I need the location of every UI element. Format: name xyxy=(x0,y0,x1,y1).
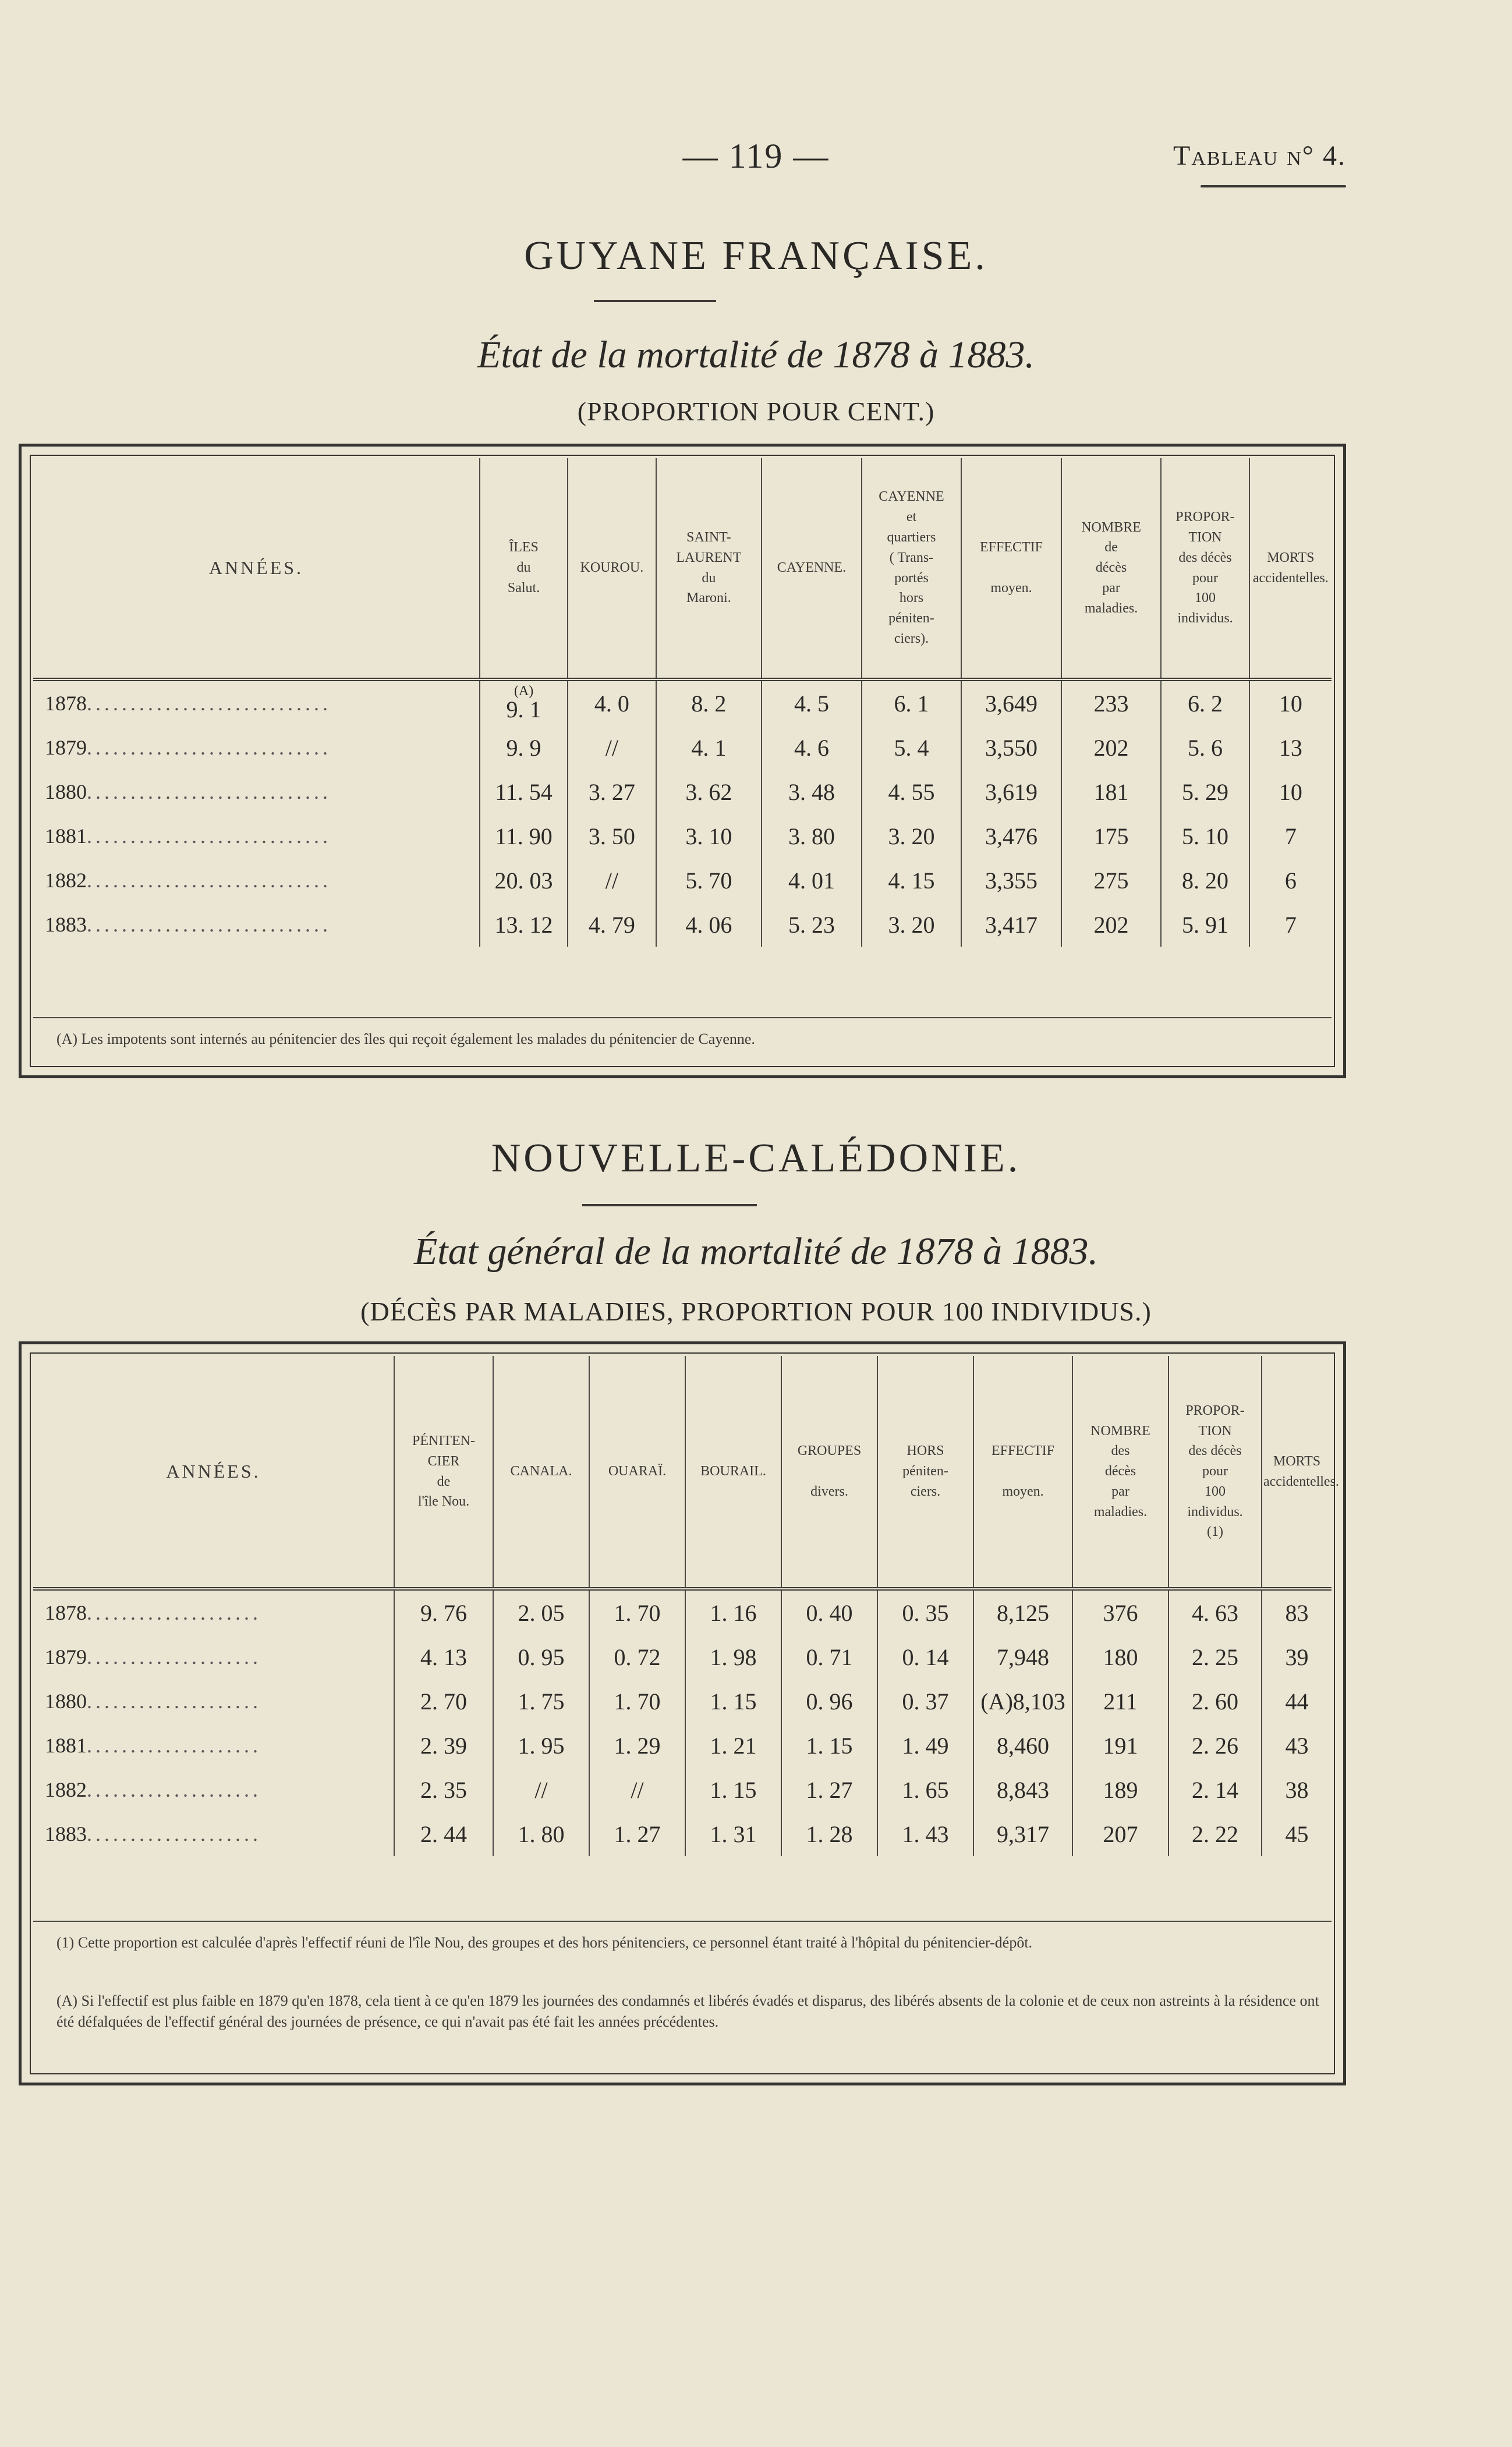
guyane-cell: 3,417 xyxy=(961,902,1061,947)
caledonie-cell: // xyxy=(493,1768,589,1812)
guyane-note-mark: (A) xyxy=(514,683,534,699)
caledonie-col-header-3: OUARAÏ. xyxy=(589,1356,685,1589)
caledonie-cell: 1. 49 xyxy=(877,1723,973,1768)
guyane-leader-dots: ............................ xyxy=(87,692,331,715)
guyane-cell: 5. 4 xyxy=(862,725,962,770)
caledonie-cell: 0. 40 xyxy=(781,1589,877,1635)
guyane-year-cell xyxy=(33,902,480,947)
caledonie-year-cell xyxy=(33,1679,394,1723)
caledonie-cell: 1. 29 xyxy=(589,1723,685,1768)
guyane-cell: 6. 1 xyxy=(862,679,962,725)
caledonie-cell: 0. 35 xyxy=(877,1589,973,1635)
tableau-label: Tableau n° 4. xyxy=(1173,140,1346,171)
guyane-cell: 3. 80 xyxy=(762,814,862,858)
caledonie-year-cell xyxy=(33,1635,394,1679)
caledonie-leader-dots: .................... xyxy=(87,1734,261,1757)
caledonie-year-cell xyxy=(33,1723,394,1768)
guyane-cell: 3,355 xyxy=(961,858,1061,902)
caledonie-cell: 4. 63 xyxy=(1168,1589,1262,1635)
caledonie-cell: 43 xyxy=(1262,1723,1332,1768)
caledonie-cell: 8,125 xyxy=(973,1589,1072,1635)
caledonie-cell: 2. 14 xyxy=(1168,1768,1262,1812)
caledonie-cell: 1. 21 xyxy=(685,1723,781,1768)
guyane-cell: 202 xyxy=(1061,725,1162,770)
caledonie-cell: 1. 43 xyxy=(877,1812,973,1856)
guyane-year-label: 1882 xyxy=(45,869,87,892)
caledonie-cell: 211 xyxy=(1072,1679,1168,1723)
caledonie-year-cell xyxy=(33,1812,394,1856)
caledonie-cell: 8,843 xyxy=(973,1768,1072,1812)
caledonie-cell: 1. 28 xyxy=(781,1812,877,1856)
caledonie-year-label: 1882 xyxy=(45,1778,87,1801)
guyane-footnote: (A) Les impotents sont internés au pénitencier des îles qui reçoit également les malades du pénitencier de Cayenne. xyxy=(56,1030,755,1047)
caledonie-cell: 1. 65 xyxy=(877,1768,973,1812)
caledonie-paren: (DÉCÈS PAR MALADIES, PROPORTION POUR 100 INDIVIDUS.) xyxy=(360,1297,1152,1326)
guyane-cell: 5. 70 xyxy=(656,858,762,902)
caledonie-col-header-2: CANALA. xyxy=(493,1356,589,1589)
caledonie-cell: 39 xyxy=(1262,1635,1332,1679)
caledonie-col-header-8: NOMBRE des décès par maladies. xyxy=(1072,1356,1168,1589)
caledonie-cell: 180 xyxy=(1072,1635,1168,1679)
caledonie-year-label: 1878 xyxy=(45,1601,87,1624)
guyane-cell: 3. 48 xyxy=(762,770,862,814)
caledonie-title: NOUVELLE-CALÉDONIE. xyxy=(491,1136,1021,1181)
guyane-table-row xyxy=(33,679,1332,725)
guyane-col-header-3: SAINT- LAURENT du Maroni. xyxy=(656,458,762,679)
guyane-cell: 4. 55 xyxy=(862,770,962,814)
guyane-table-row xyxy=(33,814,1332,858)
guyane-col-header-7: NOMBRE de décès par maladies. xyxy=(1061,458,1162,679)
guyane-cell: 5. 6 xyxy=(1161,725,1249,770)
caledonie-col-header-9: PROPOR- TION des décès pour 100 individus. (1) xyxy=(1168,1356,1262,1589)
guyane-cell: 3,619 xyxy=(961,770,1061,814)
guyane-cell: 3,649 xyxy=(961,679,1061,725)
caledonie-cell: 83 xyxy=(1262,1589,1332,1635)
caledonie-cell: 9. 76 xyxy=(394,1589,493,1635)
guyane-cell-value: 9. 1 xyxy=(506,696,541,723)
guyane-col-header-6: EFFECTIF moyen. xyxy=(961,458,1061,679)
caledonie-cell: 44 xyxy=(1262,1679,1332,1723)
guyane-cell: 5. 29 xyxy=(1161,770,1249,814)
caledonie-col-header-5: GROUPES divers. xyxy=(781,1356,877,1589)
guyane-leader-dots: ............................ xyxy=(87,824,331,848)
caledonie-cell: 1. 95 xyxy=(493,1723,589,1768)
guyane-cell: 4. 01 xyxy=(762,858,862,902)
guyane-cell xyxy=(480,679,568,725)
guyane-table-row xyxy=(33,858,1332,902)
guyane-year-label: 1880 xyxy=(45,780,87,803)
guyane-cell: 7 xyxy=(1249,902,1332,947)
guyane-cell: 3,550 xyxy=(961,725,1061,770)
caledonie-year-label: 1883 xyxy=(45,1822,87,1846)
guyane-cell: 181 xyxy=(1061,770,1162,814)
caledonie-cell: 38 xyxy=(1262,1768,1332,1812)
guyane-cell: 3. 27 xyxy=(568,770,656,814)
guyane-table-row xyxy=(33,725,1332,770)
caledonie-cell: 2. 44 xyxy=(394,1812,493,1856)
guyane-cell: 3. 10 xyxy=(656,814,762,858)
guyane-cell: 10 xyxy=(1249,679,1332,725)
guyane-year-cell xyxy=(33,725,480,770)
caledonie-cell: 0. 96 xyxy=(781,1679,877,1723)
caledonie-title-rule xyxy=(582,1204,757,1206)
caledonie-cell: 8,460 xyxy=(973,1723,1072,1768)
guyane-col-header-4: CAYENNE. xyxy=(762,458,862,679)
caledonie-leader-dots: .................... xyxy=(87,1645,261,1669)
caledonie-leader-dots: .................... xyxy=(87,1601,261,1624)
caledonie-cell: 1. 70 xyxy=(589,1679,685,1723)
caledonie-table-row xyxy=(33,1723,1332,1768)
guyane-year-label: 1883 xyxy=(45,913,87,936)
caledonie-leader-dots: .................... xyxy=(87,1822,261,1846)
guyane-cell: 11. 90 xyxy=(480,814,568,858)
caledonie-cell: 2. 35 xyxy=(394,1768,493,1812)
guyane-year-cell xyxy=(33,679,480,725)
guyane-title-rule xyxy=(594,300,716,302)
caledonie-cell: 2. 70 xyxy=(394,1679,493,1723)
caledonie-table-row xyxy=(33,1768,1332,1812)
caledonie-year-label: 1880 xyxy=(45,1690,87,1713)
caledonie-cell: 207 xyxy=(1072,1812,1168,1856)
guyane-cell: 4. 1 xyxy=(656,725,762,770)
caledonie-cell: 1. 98 xyxy=(685,1635,781,1679)
guyane-cell: // xyxy=(568,858,656,902)
caledonie-col-header-1: PÉNITEN- CIER de l'île Nou. xyxy=(394,1356,493,1589)
guyane-col-header-8: PROPOR- TION des décès pour 100 individus. xyxy=(1161,458,1249,679)
caledonie-footnote-1: (1) Cette proportion est calculée d'après l'effectif réuni de l'île Nou, des groupes et des hors pénitenciers, ce personnel étant traité à l'hôpital du pénitencier-dépôt. xyxy=(56,1934,1033,1951)
guyane-cell: 4. 79 xyxy=(568,902,656,947)
guyane-cell: 3,476 xyxy=(961,814,1061,858)
caledonie-cell: 2. 26 xyxy=(1168,1723,1262,1768)
guyane-leader-dots: ............................ xyxy=(87,736,331,759)
caledonie-cell: 191 xyxy=(1072,1723,1168,1768)
caledonie-col-header-4: BOURAIL. xyxy=(685,1356,781,1589)
guyane-cell: 4. 6 xyxy=(762,725,862,770)
guyane-paren: (PROPORTION POUR CENT.) xyxy=(577,396,935,426)
guyane-year-cell xyxy=(33,814,480,858)
guyane-cell: 3. 62 xyxy=(656,770,762,814)
guyane-table-frame xyxy=(19,444,1346,1078)
caledonie-cell: 1. 15 xyxy=(685,1679,781,1723)
caledonie-leader-dots: .................... xyxy=(87,1778,261,1801)
guyane-cell: 175 xyxy=(1061,814,1162,858)
caledonie-col-header-10: MORTS accidentelles. xyxy=(1262,1356,1332,1589)
caledonie-cell: 189 xyxy=(1072,1768,1168,1812)
guyane-cell: 4. 06 xyxy=(656,902,762,947)
guyane-year-label: 1881 xyxy=(45,824,87,848)
caledonie-cell: 2. 05 xyxy=(493,1589,589,1635)
guyane-cell: 20. 03 xyxy=(480,858,568,902)
caledonie-cell: 376 xyxy=(1072,1589,1168,1635)
guyane-year-label: 1879 xyxy=(45,736,87,759)
caledonie-cell: 2. 39 xyxy=(394,1723,493,1768)
guyane-cell: 6 xyxy=(1249,858,1332,902)
guyane-cell: 8. 20 xyxy=(1161,858,1249,902)
caledonie-year-label: 1879 xyxy=(45,1645,87,1669)
guyane-year-label: 1878 xyxy=(45,692,87,715)
caledonie-col-header-0: ANNÉES. xyxy=(33,1356,394,1589)
caledonie-cell: // xyxy=(589,1768,685,1812)
caledonie-cell: 0. 72 xyxy=(589,1635,685,1679)
guyane-subtitle: État de la mortalité de 1878 à 1883. xyxy=(477,334,1035,376)
caledonie-year-label: 1881 xyxy=(45,1734,87,1757)
caledonie-table xyxy=(33,1356,1339,1856)
caledonie-cell: 1. 31 xyxy=(685,1812,781,1856)
page-number: — 119 — xyxy=(682,137,830,175)
caledonie-year-cell xyxy=(33,1589,394,1635)
guyane-cell: 5. 91 xyxy=(1161,902,1249,947)
guyane-col-header-0: ANNÉES. xyxy=(33,458,480,679)
guyane-cell: 5. 23 xyxy=(762,902,862,947)
guyane-leader-dots: ............................ xyxy=(87,869,331,892)
caledonie-cell: 45 xyxy=(1262,1812,1332,1856)
guyane-cell: 13. 12 xyxy=(480,902,568,947)
caledonie-cell: 4. 13 xyxy=(394,1635,493,1679)
guyane-cell: 275 xyxy=(1061,858,1162,902)
tableau-underline xyxy=(1201,185,1346,187)
caledonie-col-header-6: HORS péniten- ciers. xyxy=(877,1356,973,1589)
guyane-cell: 10 xyxy=(1249,770,1332,814)
guyane-cell: // xyxy=(568,725,656,770)
guyane-table xyxy=(33,458,1332,947)
caledonie-cell: 1. 15 xyxy=(685,1768,781,1812)
caledonie-cell: 2. 25 xyxy=(1168,1635,1262,1679)
guyane-cell: 4. 5 xyxy=(762,679,862,725)
caledonie-table-row xyxy=(33,1635,1332,1679)
caledonie-year-cell xyxy=(33,1768,394,1812)
caledonie-cell: 1. 70 xyxy=(589,1589,685,1635)
guyane-cell: 11. 54 xyxy=(480,770,568,814)
caledonie-cell: 1. 15 xyxy=(781,1723,877,1768)
guyane-col-header-1: ÎLES du Salut. xyxy=(480,458,568,679)
caledonie-cell: 1. 80 xyxy=(493,1812,589,1856)
caledonie-table-row xyxy=(33,1679,1332,1723)
caledonie-cell: 0. 37 xyxy=(877,1679,973,1723)
guyane-cell: 6. 2 xyxy=(1161,679,1249,725)
guyane-cell: 202 xyxy=(1061,902,1162,947)
guyane-cell: 3. 50 xyxy=(568,814,656,858)
guyane-table-row xyxy=(33,770,1332,814)
guyane-col-header-9: MORTS accidentelles. xyxy=(1249,458,1332,679)
caledonie-cell: (A)8,103 xyxy=(973,1679,1072,1723)
caledonie-cell: 0. 95 xyxy=(493,1635,589,1679)
guyane-col-header-5: CAYENNE et quartiers ( Trans- portés hors péniten- ciers). xyxy=(862,458,962,679)
guyane-cell: 3. 20 xyxy=(862,902,962,947)
caledonie-table-frame xyxy=(19,1341,1346,2085)
caledonie-cell: 0. 14 xyxy=(877,1635,973,1679)
guyane-table-row xyxy=(33,902,1332,947)
guyane-cell: 8. 2 xyxy=(656,679,762,725)
guyane-cell: 9. 9 xyxy=(480,725,568,770)
caledonie-footnote-a: (A) Si l'effectif est plus faible en 1879 qu'en 1878, cela tient à ce qu'en 1879 les journées des condamnés et libérés évadés et disparus, des libérés absents de la colonie et de ceux non astreints à la résidence ont été défalquées de l'effectif général des journées de présence, ce qui n'avait pas été fait les années précédentes. xyxy=(56,1992,1319,2031)
guyane-cell: 5. 10 xyxy=(1161,814,1249,858)
guyane-col-header-2: KOUROU. xyxy=(568,458,656,679)
caledonie-cell: 2. 22 xyxy=(1168,1812,1262,1856)
caledonie-table-row xyxy=(33,1589,1332,1635)
caledonie-cell: 1. 27 xyxy=(781,1768,877,1812)
caledonie-col-header-7: EFFECTIF moyen. xyxy=(973,1356,1072,1589)
guyane-leader-dots: ............................ xyxy=(87,913,331,936)
guyane-title: GUYANE FRANÇAISE. xyxy=(524,233,988,278)
guyane-cell: 4. 15 xyxy=(862,858,962,902)
caledonie-table-row xyxy=(33,1812,1332,1856)
caledonie-cell: 1. 75 xyxy=(493,1679,589,1723)
caledonie-subtitle: État général de la mortalité de 1878 à 1883. xyxy=(413,1230,1098,1273)
guyane-cell: 233 xyxy=(1061,679,1162,725)
guyane-cell: 4. 0 xyxy=(568,679,656,725)
caledonie-cell: 9,317 xyxy=(973,1812,1072,1856)
caledonie-leader-dots: .................... xyxy=(87,1690,261,1713)
guyane-leader-dots: ............................ xyxy=(87,780,331,803)
caledonie-cell: 0. 71 xyxy=(781,1635,877,1679)
guyane-cell: 3. 20 xyxy=(862,814,962,858)
caledonie-cell: 7,948 xyxy=(973,1635,1072,1679)
guyane-year-cell xyxy=(33,858,480,902)
caledonie-cell: 1. 16 xyxy=(685,1589,781,1635)
guyane-year-cell xyxy=(33,770,480,814)
caledonie-cell: 1. 27 xyxy=(589,1812,685,1856)
caledonie-cell: 2. 60 xyxy=(1168,1679,1262,1723)
guyane-cell: 13 xyxy=(1249,725,1332,770)
guyane-cell: 7 xyxy=(1249,814,1332,858)
